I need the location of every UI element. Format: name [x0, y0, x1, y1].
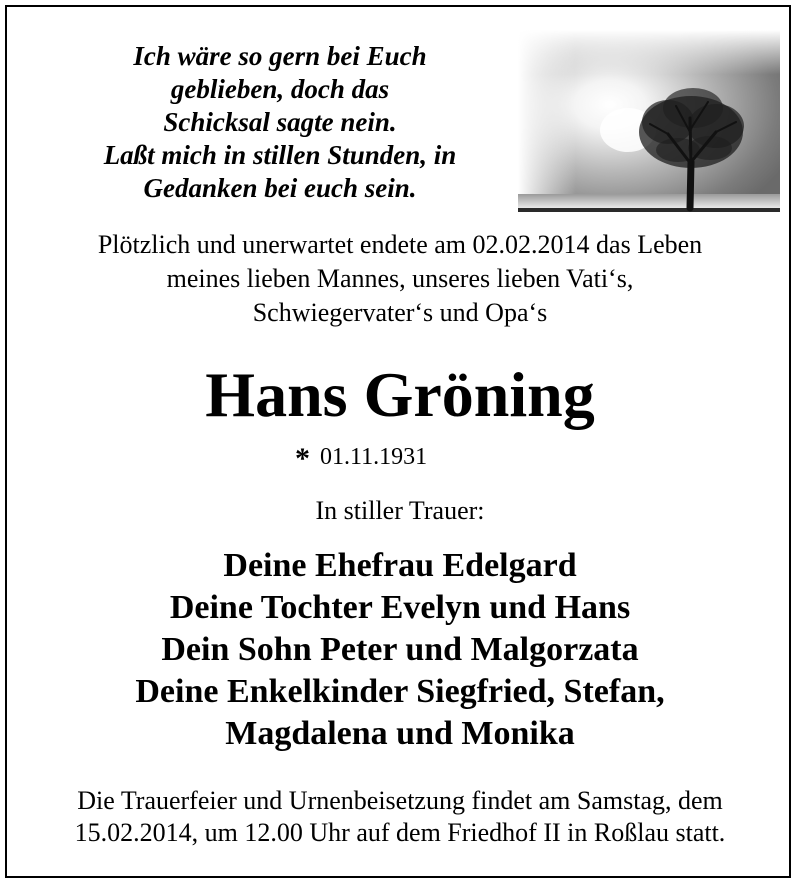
service-info [10, 785, 790, 849]
family-line: Deine Ehefrau Edelgard [223, 547, 577, 584]
poem-line: Gedanken bei euch sein. [143, 173, 417, 203]
birth-star-icon: * [295, 442, 310, 475]
tree-illustration [518, 22, 780, 218]
family-line: Deine Tochter Evelyn und Hans [169, 589, 631, 626]
family-line: Deine Enkelkinder Siegfried, Stefan, [135, 673, 665, 710]
intro-text [10, 228, 790, 330]
poem [20, 40, 540, 205]
birth-date: 01.11.1931 [320, 444, 428, 470]
family-list [0, 545, 800, 755]
poem-line: Laßt mich in stillen Stunden, in [103, 140, 457, 170]
intro-line: Plötzlich und unerwartet endete am 02.02.2014 das Leben [97, 230, 703, 259]
poem-line: Schicksal sagte nein. [163, 107, 397, 137]
service-line: 15.02.2014, um 12.00 Uhr auf dem Friedhof II in Roßlau statt. [74, 818, 726, 847]
poem-line: geblieben, doch das [170, 74, 390, 104]
family-line: Magdalena und Monika [225, 715, 575, 752]
family-line: Dein Sohn Peter und Malgorzata [161, 631, 639, 668]
intro-line: Schwiegervater‘s und Opa‘s [252, 298, 548, 327]
poem-line: Ich wäre so gern bei Euch [133, 41, 427, 71]
mourning-heading: In stiller Trauer: [315, 496, 485, 525]
intro-line: meines lieben Mannes, unseres lieben Vati‘s, [166, 264, 634, 293]
deceased-name: Hans Gröning [205, 359, 595, 430]
birth-date-line [295, 440, 427, 476]
service-line: Die Trauerfeier und Urnenbeisetzung findet am Samstag, dem [77, 786, 723, 815]
